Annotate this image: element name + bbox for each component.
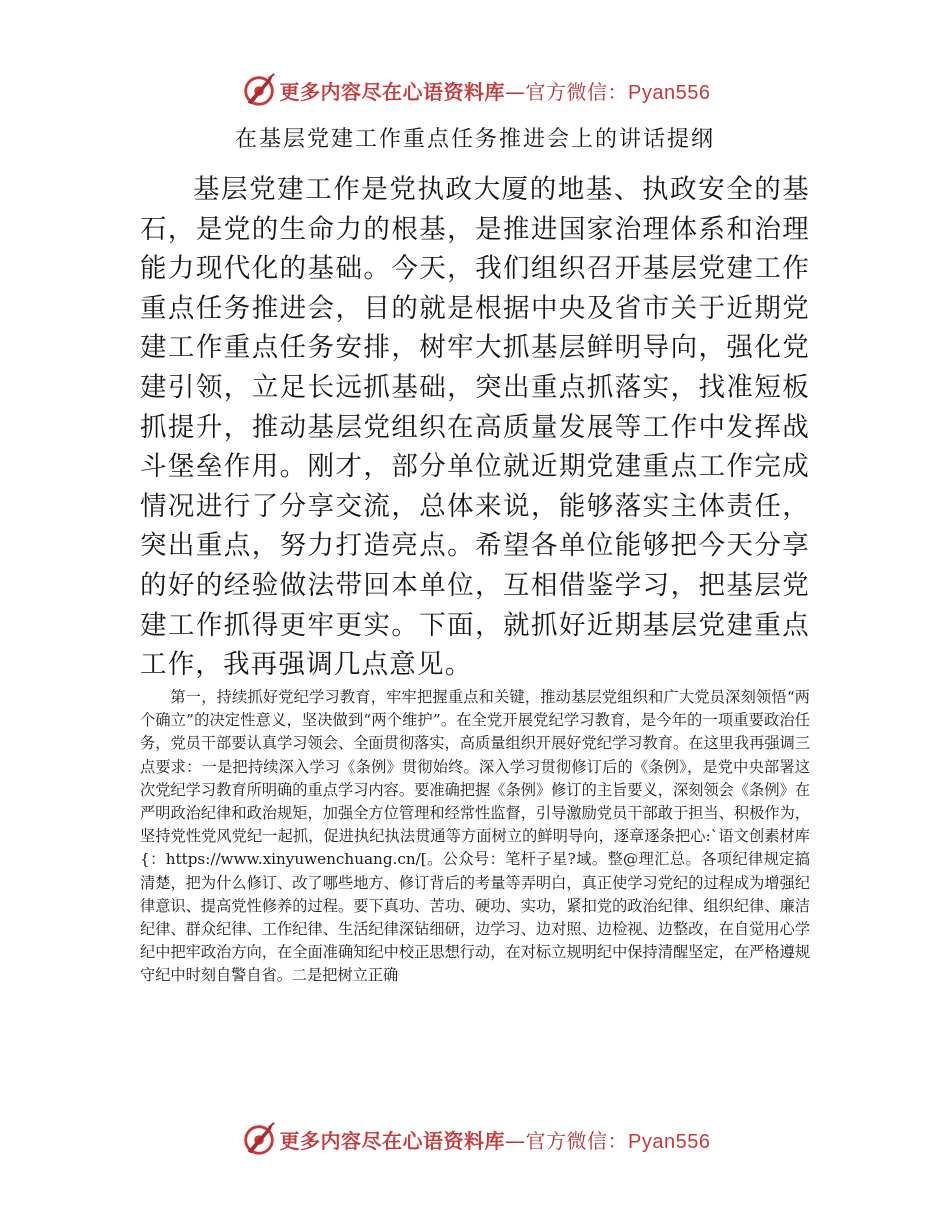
quill-seal-logo-icon (240, 71, 278, 109)
banner-wechat-label: 官方微信： (525, 1128, 629, 1153)
banner-dash: — (505, 1128, 526, 1153)
banner-wechat-id: Pyan556 (628, 1130, 711, 1153)
body-paragraph: 第一，持续抓好党纪学习教育，牢牢把握重点和关键，推动基层党组织和广大党员深刻领悟“两个确立”的决定性意义，坚决做到“两个维护”。在全党开展党纪学习教育，是今年的一项重要政治任务，党员干部要认真学习领会、全面贯彻落实，高质量组织开展好党纪学习教育。在这里我再强调三点要求：一是把持续深入学习《条例》贯彻始终。深入学习贯彻修订后的《条例》，是党中央部署这次党纪学习教育所明确的重点学习内容。要准确把握《条例》修订的主旨要义，深刻领会《条例》在严明政治纪律和政治规矩，加强全方位管理和经常性监督，引导激励党员干部敢于担当、积极作为，坚持党性党风党纪一起抓，促进执纪执法贯通等方面树立的鲜明导向，逐章逐条把心:`语文创素材库{：https://www.xinyuwenchuang.cn/[。公众号：笔杆子星?域。整@理汇总。各项纪律规定搞清楚，把为什么修订、改了哪些地方、修订背后的考量等弄明白，真正使学习党纪的过程成为增强纪律意识、提高党性修养的过程。要下真功、苦功、硬功、实功，紧扣党的政治纪律、组织纪律、廉洁纪律、群众纪律、工作纪律、生活纪律深钻细研，边学习、边对照、边检视、边整改，在自觉用心学纪中把牢政治方向，在全面准确知纪中校正思想行动，在对标立规明纪中保持清醒坚定，在严格遵规守纪中时刻自警自省。二是把树立正确 (140, 688, 810, 985)
banner-wechat-id: Pyan556 (628, 81, 711, 104)
banner-text (280, 1125, 711, 1154)
banner-wechat-label: 官方微信： (525, 79, 629, 104)
intro-paragraph: 基层党建工作是党执政大厦的地基、执政安全的基石，是党的生命力的根基，是推进国家治理体系和治理能力现代化的基础。今天，我们组织召开基层党建工作重点任务推进会，目的就是根据中央及省市关于近期党建工作重点任务安排，树牢大抓基层鲜明导向，强化党建引领，立足长远抓基础，突出重点抓落实，找准短板抓提升，推动基层党组织在高质量发展等工作中发挥战斗堡垒作用。刚才，部分单位就近期党建重点工作完成情况进行了分享交流，总体来说，能够落实主体责任，突出重点，努力打造亮点。希望各单位能够把今天分享的好的经验做法带回本单位，互相借鉴学习，把基层党建工作抓得更牢更实。下面，就抓好近期基层党建重点工作，我再强调几点意见。 (140, 174, 810, 681)
banner-dash: — (505, 79, 526, 104)
banner-main-text: 更多内容尽在心语资料库 (279, 79, 506, 104)
header-banner (0, 70, 950, 110)
document-title: 在基层党建工作重点任务推进会上的讲话提纲 (234, 127, 715, 152)
quill-seal-logo-icon (240, 1120, 278, 1158)
footer-banner (0, 1119, 950, 1159)
banner-main-text: 更多内容尽在心语资料库 (279, 1128, 506, 1153)
banner-text (280, 76, 711, 105)
